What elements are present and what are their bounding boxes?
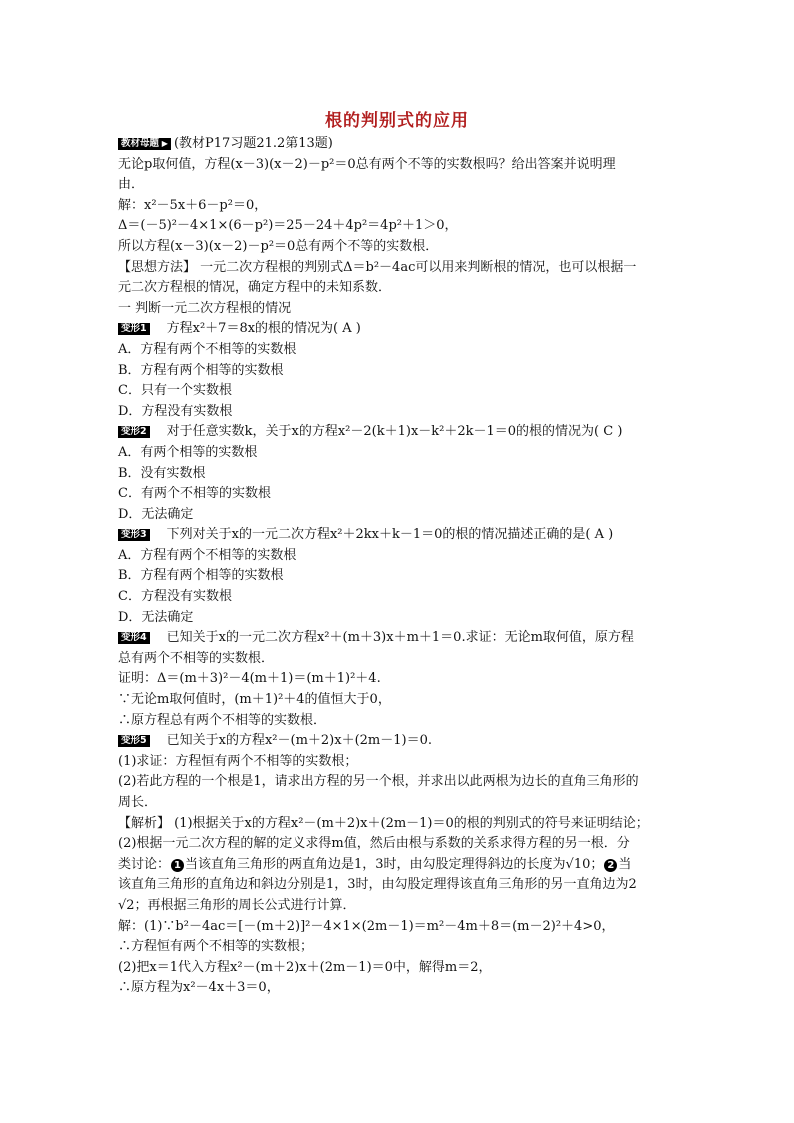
variant-2-option-a: A．有两个相等的实数根: [118, 444, 258, 460]
analysis-line-5: √2；再根据三角形的周长公式进行计算．: [118, 897, 356, 913]
page-title: 根的判别式的应用: [325, 111, 469, 131]
variant-5-solution-1: 解：(1)∵b²－4ac＝[－(m＋2)]²－4×1×(2m－1)＝m²－4m＋8＝(m－2)²＋4>0，: [118, 918, 615, 934]
variant-3-option-b: B．方程有两个相等的实数根: [118, 568, 284, 584]
variant-5-question-2b: 周长．: [118, 795, 158, 810]
variant-4-proof-2: ∵无论m取何值时，(m＋1)²＋4的值恒大于0，: [118, 692, 391, 708]
variant-2-option-d: D．无法确定: [118, 506, 194, 522]
problem-line-1: 无论p取何值，方程(x－3)(x－2)－p²＝0总有两个不等的实数根吗？给出答案并说明理: [118, 156, 616, 172]
variant-2-option-b: B．没有实数根: [118, 465, 206, 481]
variant-5-question-1: (1)求证：方程恒有两个不相等的实数根；: [118, 753, 358, 769]
variant-1-option-c: C．只有一个实数根: [118, 383, 232, 399]
solution-line-1: 解：x²－5x＋6－p²＝0，: [118, 197, 268, 213]
variant-2-badge: 变形2: [118, 426, 150, 438]
analysis-line-4: 该直角三角形的直角边和斜边分别是1，3时，由勾股定理得该直角三角形的另一直角边为2: [118, 877, 637, 893]
variant-5-question-2a: (2)若此方程的一个根是1，请求出方程的另一个根，并求出以此两根为边长的直角三角形的: [118, 774, 639, 790]
variant-4-stem-2: 总有两个不相等的实数根．: [118, 650, 275, 666]
variant-2-stem: 变形2 对于任意实数k，关于x的方程x²－2(k＋1)x－k²＋2k－1＝0的根的情况为( C ): [118, 422, 678, 443]
analysis-line-2: (2)根据一元二次方程的解的定义求得m值，然后由根与系数的关系求得方程的另一根．分: [118, 836, 630, 852]
variant-2-option-c: C．有两个不相等的实数根: [118, 486, 271, 502]
variant-4-badge: 变形4: [118, 632, 150, 644]
document-body: [118, 134, 678, 999]
variant-1-stem: 变形1 方程x²＋7＝8x的根的情况为( A ): [118, 319, 678, 340]
solution-line-2: Δ＝(－5)²－4×1×(6－p²)＝25－24＋4p²＝4p²＋1＞0，: [118, 218, 458, 234]
variant-1-option-b: B．方程有两个相等的实数根: [118, 362, 284, 378]
method-line-1: 【思想方法】 一元二次方程根的判别式Δ＝b²－4ac可以用来判断根的情况，也可以根据一: [118, 259, 637, 275]
variant-3-stem: 变形3 下列对关于x的一元二次方程x²＋2kx＋k－1＝0的根的情况描述正确的是( A ): [118, 525, 678, 546]
variant-1-option-a: A．方程有两个不相等的实数根: [118, 341, 297, 357]
variant-5-stem: 变形5 已知关于x的方程x²－(m＋2)x＋(2m－1)＝0.: [118, 731, 678, 752]
variant-5-solution-3: (2)把x＝1代入方程x²－(m＋2)x＋(2m－1)＝0中，解得m＝2，: [118, 959, 492, 975]
analysis-line-1: 【解析】 (1)根据关于x的方程x²－(m＋2)x＋(2m－1)＝0的根的判别式的符号来证明结论；: [118, 815, 649, 831]
variant-5-solution-2: ∴方程恒有两个不相等的实数根；: [118, 939, 314, 955]
variant-4-proof-3: ∴原方程总有两个不相等的实数根．: [118, 712, 327, 728]
variant-1-option-d: D．方程没有实数根: [118, 403, 233, 419]
variant-4-proof-1: 证明：Δ＝(m＋3)²－4(m＋1)＝(m＋1)²＋4.: [118, 671, 381, 687]
source-text: (教材P17习题21.2第13题): [173, 136, 333, 151]
problem-line-2: 由．: [118, 177, 145, 193]
solution-line-3: 所以方程(x－3)(x－2)－p²＝0总有两个不等的实数根．: [118, 238, 439, 254]
analysis-line-3: 类讨论： 1 当该直角三角形的两直角边是1，3时，由勾股定理得斜边的长度为√10； 2 当: [118, 856, 632, 872]
variant-3-option-d: D．无法确定: [118, 609, 194, 625]
section-heading: 一 判断一元二次方程根的情况: [118, 300, 292, 316]
variant-3-badge: 变形3: [118, 529, 150, 541]
method-line-2: 元二次方程根的情况，确定方程中的未知系数．: [118, 280, 392, 296]
circled-number-2: 2: [604, 859, 617, 872]
variant-5-solution-4: ∴原方程为x²－4x＋3＝0，: [118, 980, 280, 996]
source-line: [118, 134, 678, 155]
circled-number-1: 1: [171, 859, 184, 872]
source-badge: 教材母题 ▶: [118, 138, 171, 150]
variant-4-stem: 变形4 已知关于x的一元二次方程x²＋(m＋3)x＋m＋1＝0.求证：无论m取何值，原方程: [118, 628, 678, 649]
variant-3-option-c: C．方程没有实数根: [118, 589, 232, 605]
variant-3-option-a: A．方程有两个不相等的实数根: [118, 547, 297, 563]
variant-5-badge: 变形5: [118, 735, 150, 747]
variant-1-badge: 变形1: [118, 323, 150, 335]
